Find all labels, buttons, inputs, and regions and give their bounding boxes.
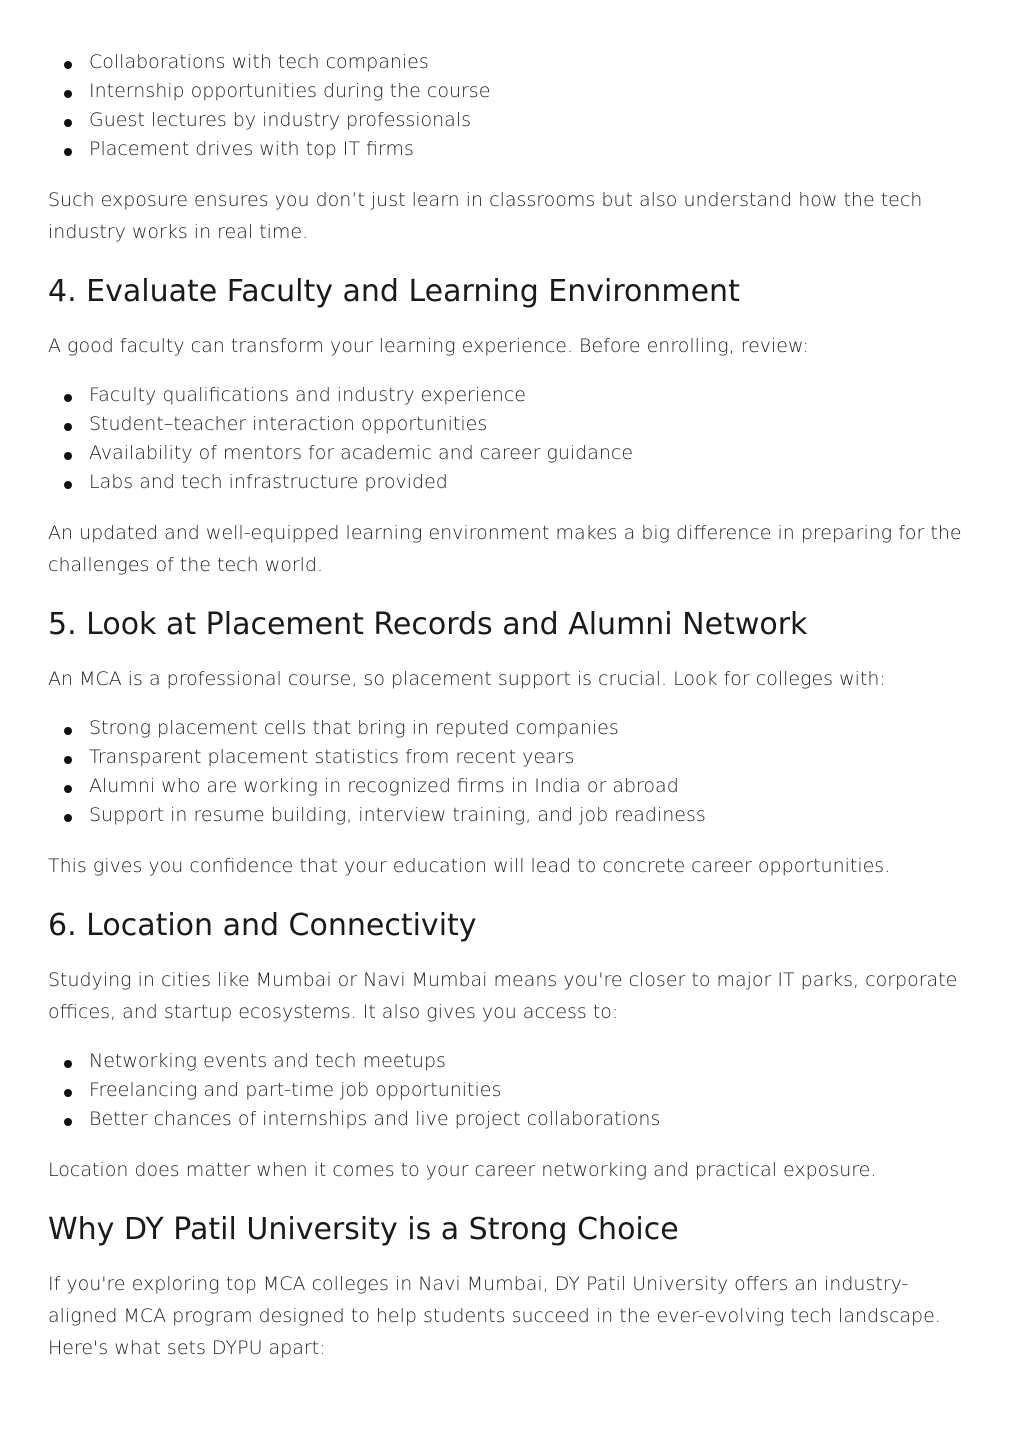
list-item: Better chances of internships and live project collaborations: [48, 1105, 976, 1134]
industry-exposure-list: [48, 48, 976, 164]
faculty-list: [48, 381, 976, 497]
location-closing: Location does matter when it comes to your career networking and practical exposure.: [48, 1159, 877, 1181]
list-item: Internship opportunities during the course: [48, 77, 976, 106]
faculty-closing: An updated and well-equipped learning environment makes a big difference in preparing for the challenges of the tech world.: [48, 522, 962, 576]
list-item: Labs and tech infrastructure provided: [48, 468, 976, 497]
list-item: Collaborations with tech companies: [48, 48, 976, 77]
section-heading-faculty: 4. Evaluate Faculty and Learning Environment: [48, 274, 740, 309]
dypu-intro: If you're exploring top MCA colleges in Navi Mumbai, DY Patil University offers an industry-aligned MCA program designed to help students succeed in the ever-evolving tech landscape. Here's what sets DYPU apart:: [48, 1273, 941, 1359]
placement-list: [48, 714, 976, 830]
section-heading-placement: 5. Look at Placement Records and Alumni Network: [48, 607, 808, 642]
list-item: Student–teacher interaction opportunities: [48, 410, 976, 439]
location-intro: Studying in cities like Mumbai or Navi Mumbai means you're closer to major IT parks, corporate offices, and startup ecosystems. It also gives you access to:: [48, 969, 958, 1023]
list-item: Faculty qualifications and industry experience: [48, 381, 976, 410]
section-heading-dypu: Why DY Patil University is a Strong Choice: [48, 1212, 679, 1247]
industry-exposure-closing: Such exposure ensures you don’t just learn in classrooms but also understand how the tech industry works in real time.: [48, 189, 923, 243]
placement-intro: An MCA is a professional course, so placement support is crucial. Look for colleges with:: [48, 668, 886, 690]
list-item: Support in resume building, interview training, and job readiness: [48, 801, 976, 830]
list-item: Transparent placement statistics from recent years: [48, 743, 976, 772]
list-item: Alumni who are working in recognized firms in India or abroad: [48, 772, 976, 801]
list-item: Guest lectures by industry professionals: [48, 106, 976, 135]
list-item: Placement drives with top IT firms: [48, 135, 976, 164]
faculty-intro: A good faculty can transform your learning experience. Before enrolling, review:: [48, 335, 809, 357]
list-item: Freelancing and part-time job opportunities: [48, 1076, 976, 1105]
list-item: Strong placement cells that bring in reputed companies: [48, 714, 976, 743]
placement-closing: This gives you confidence that your education will lead to concrete career opportunities.: [48, 855, 891, 877]
location-list: [48, 1047, 976, 1134]
list-item: Availability of mentors for academic and career guidance: [48, 439, 976, 468]
list-item: Networking events and tech meetups: [48, 1047, 976, 1076]
section-heading-location: 6. Location and Connectivity: [48, 908, 477, 943]
